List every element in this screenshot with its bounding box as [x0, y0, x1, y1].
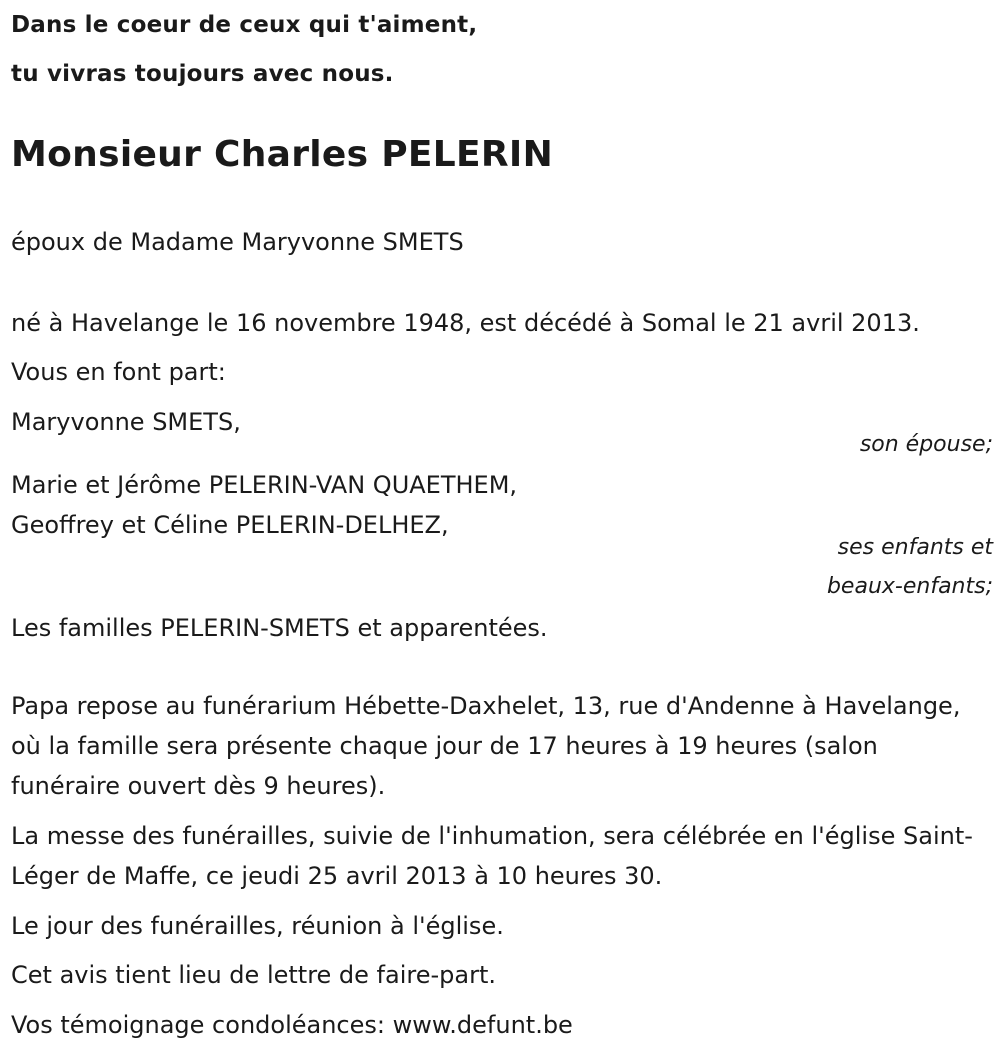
child-line-1: Marie et Jérôme PELERIN-VAN QUAETHEM,: [11, 471, 518, 499]
meeting-line: Le jour des funérailles, réunion à l'église.: [11, 912, 504, 940]
spouse-name: Maryvonne SMETS,: [11, 408, 241, 436]
children-role-line-1: ses enfants et: [837, 535, 993, 560]
epitaph-line-2: tu vivras toujours avec nous.: [11, 61, 394, 87]
mass-paragraph: La messe des funérailles, suivie de l'inhumation, sera célébrée en l'église Saint-Léger de Maffe, ce jeudi 25 avril 2013 à 10 heures 30.: [11, 822, 973, 890]
families-line: Les familles PELERIN-SMETS et apparentées.: [11, 614, 548, 642]
children-role-line-2: beaux-enfants;: [826, 574, 993, 599]
child-line-2: Geoffrey et Céline PELERIN-DELHEZ,: [11, 511, 449, 539]
epitaph-line-1: Dans le coeur de ceux qui t'aiment,: [11, 12, 478, 38]
condolences-line: Vos témoignage condoléances: www.defunt.be: [11, 1011, 573, 1039]
spouse-line: époux de Madame Maryvonne SMETS: [11, 228, 464, 256]
rest-paragraph: Papa repose au funérarium Hébette-Daxhelet, 13, rue d'Andenne à Havelange, où la famille sera présente chaque jour de 17 heures à 19 heures (salon funéraire ouvert dès 9 heures).: [11, 692, 961, 800]
birth-death-line: né à Havelange le 16 novembre 1948, est décédé à Somal le 21 avril 2013.: [11, 309, 920, 337]
notice-line: Cet avis tient lieu de lettre de faire-part.: [11, 961, 496, 989]
spouse-role: son épouse;: [859, 432, 993, 457]
announcers-intro: Vous en font part:: [11, 358, 226, 386]
deceased-name: Monsieur Charles PELERIN: [11, 134, 554, 175]
